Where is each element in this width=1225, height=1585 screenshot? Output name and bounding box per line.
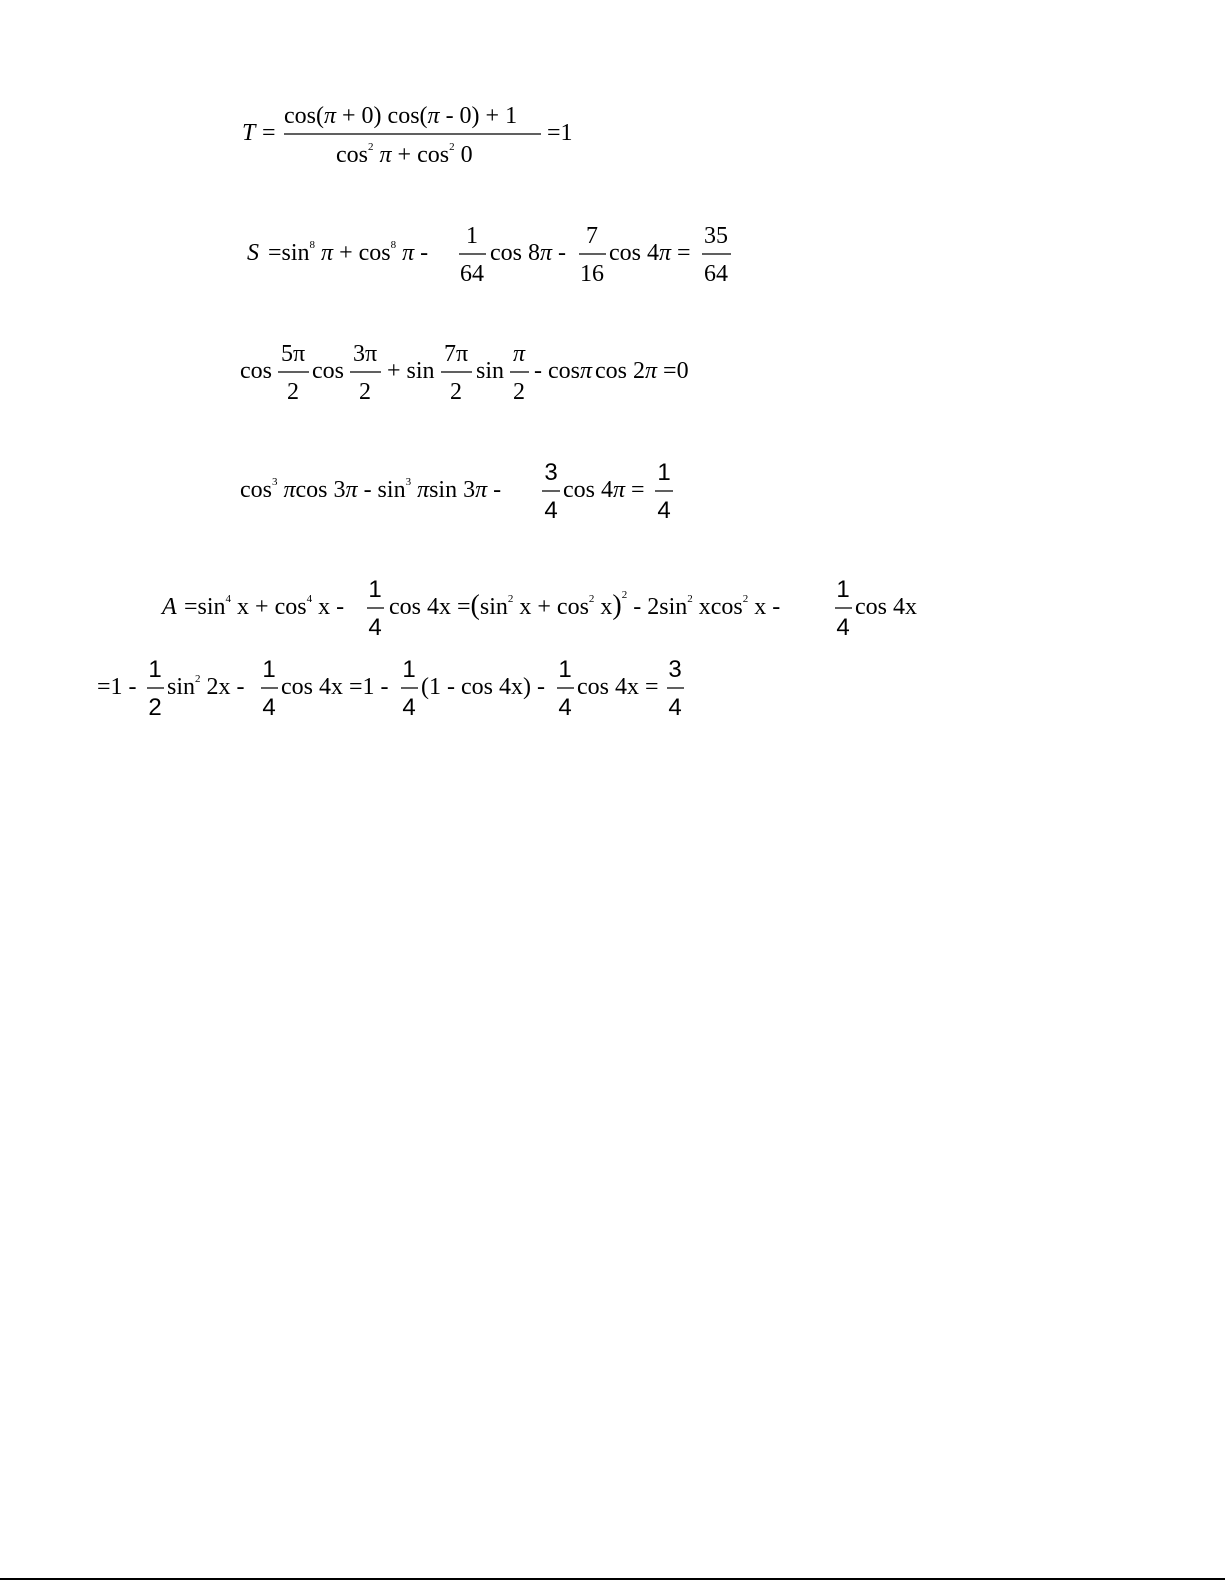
equation-A-line2 <box>97 656 684 721</box>
frac-den: 2 <box>359 379 371 405</box>
sin-label: sin <box>476 358 505 384</box>
frac-num: 5π <box>280 341 306 367</box>
equation-4 <box>240 459 673 524</box>
cos-label: cos <box>240 358 272 384</box>
expr-A1-c: cos 4x <box>855 594 917 620</box>
denominator-T: $\cos^2 \pi + \cos^2 0$ <box>336 141 473 168</box>
frac-den: 2 <box>287 379 299 405</box>
frac-den: 64 <box>704 261 728 287</box>
expr-A2-e: cos 4x = <box>577 674 659 700</box>
sin-label: + sin <box>387 358 435 384</box>
numerator-T: cos(π + 0) cos(π - 0) + 1 <box>284 103 518 129</box>
frac-num: π <box>512 341 526 367</box>
frac-num: 7 <box>586 223 598 249</box>
frac-num: 1 <box>402 656 416 683</box>
frac-num: 1 <box>466 223 478 249</box>
frac-den: 4 <box>668 694 682 721</box>
equation-T <box>242 103 573 168</box>
expr-A1-b: $\cos 4x =(\sin^2$ $x + \cos^2 x)^2 - 2\sin^2$ xcos$^2$ x - <box>389 589 781 621</box>
frac-den: 2 <box>148 694 162 721</box>
var-T: T <box>242 120 256 146</box>
equals: = <box>262 120 276 146</box>
frac-num: 3 <box>544 459 558 486</box>
expr-A1-a: $=\sin^4$ $x + \cos^4 x$ - <box>184 593 345 620</box>
frac-den: 2 <box>513 379 525 405</box>
expr-S-part1: $=\sin^8$ $\pi + \cos^8 \pi$ - <box>268 239 429 266</box>
expr-S-part3: cos 4π = <box>609 240 691 266</box>
page-bottom-rule <box>0 1578 1225 1580</box>
expr-4-mid: cos 4π = <box>563 477 645 503</box>
expr-4-head: $\cos^3 \pi\cos$ $3\pi - \sin^3 \pi\sin$ 3π - <box>240 476 502 503</box>
frac-num: 7π <box>443 341 469 367</box>
frac-den: 64 <box>460 261 484 287</box>
equation-S <box>247 223 731 287</box>
var-A: A <box>162 594 177 620</box>
frac-den: 4 <box>544 497 558 524</box>
expr-A2-b: $\sin^2 2x$ - <box>167 673 245 700</box>
expr-A2-a: =1 - <box>97 674 137 700</box>
frac-den: 4 <box>657 497 671 524</box>
expr-S-part2: cos 8π - <box>490 240 567 266</box>
expr-tail: - cosπ cos 2π =0 <box>534 358 689 384</box>
frac-den: 4 <box>836 614 850 641</box>
frac-den: 4 <box>368 614 382 641</box>
frac-num: 1 <box>262 656 276 683</box>
cos-label: cos <box>312 358 344 384</box>
result-T: =1 <box>547 120 573 146</box>
frac-den: 4 <box>558 694 572 721</box>
frac-num: 1 <box>148 656 162 683</box>
frac-num: 1 <box>368 576 382 603</box>
frac-num: 35 <box>704 223 728 249</box>
frac-num: 1 <box>836 576 850 603</box>
frac-den: 4 <box>402 694 416 721</box>
equation-3 <box>240 341 689 405</box>
frac-den: 2 <box>450 379 462 405</box>
frac-num: 3π <box>352 341 378 367</box>
frac-num: 1 <box>657 459 671 486</box>
var-S: S <box>247 240 259 266</box>
equation-A-line1 <box>160 576 917 641</box>
frac-den: 16 <box>580 261 604 287</box>
frac-den: 4 <box>262 694 276 721</box>
frac-num: 3 <box>668 656 682 683</box>
expr-A2-d: (1 - cos 4x) - <box>421 674 545 700</box>
expr-A2-c: cos 4x =1 - <box>281 674 389 700</box>
frac-num: 1 <box>558 656 572 683</box>
